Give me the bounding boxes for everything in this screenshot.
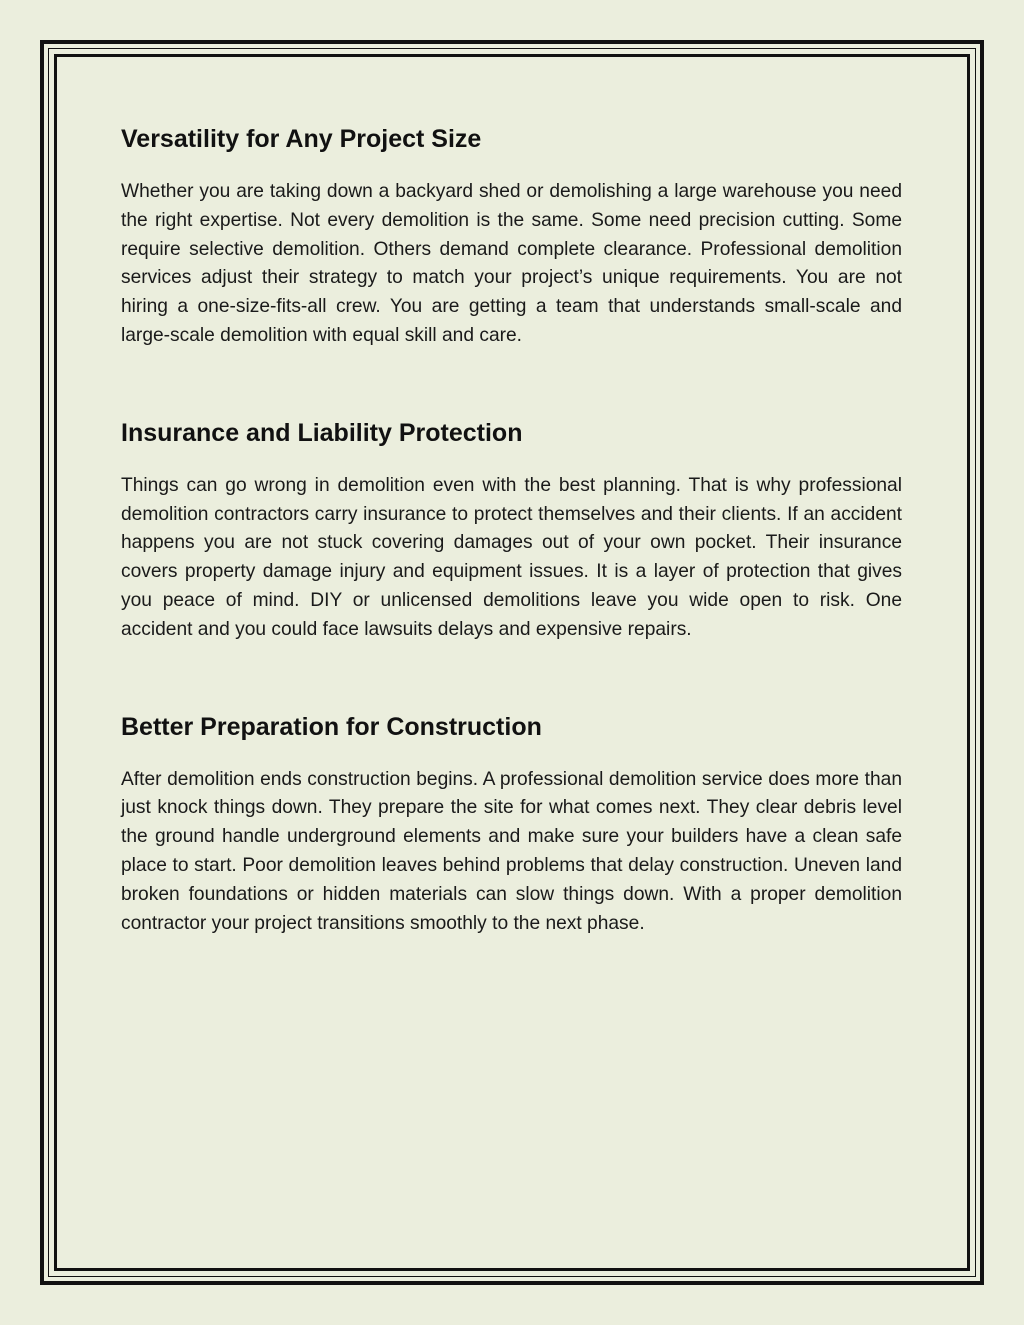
- document-content: [121, 118, 902, 938]
- section-body: Things can go wrong in demolition even with the best planning. That is why professional demolition contractors carry insurance to protect themselves and their clients. If an accident happens you are not stuck covering damages out of your own pocket. Their insurance covers property damage injury and equipment issues. It is a layer of protection that gives you peace of mind. DIY or unlicensed demolitions leave you wide open to risk. One accident and you could face lawsuits delays and expensive repairs.: [121, 474, 902, 640]
- section-preparation: [121, 706, 902, 939]
- section-body: After demolition ends construction begins. A professional demolition service does more than just knock things down. They prepare the site for what comes next. They clear debris level the ground handle underground elements and make sure your builders have a clean safe place to start. Poor demolition leaves behind problems that delay construction. Uneven land broken foundations or hidden materials can slow things down. With a proper demolition contractor your project transitions smoothly to the next phase.: [121, 768, 902, 934]
- section-insurance: [121, 412, 902, 645]
- section-heading: Insurance and Liability Protection: [121, 418, 523, 447]
- section-heading: Better Preparation for Construction: [121, 712, 542, 741]
- section-versatility: [121, 118, 902, 351]
- section-heading: Versatility for Any Project Size: [121, 125, 482, 153]
- section-body: Whether you are taking down a backyard shed or demolishing a large warehouse you need the right expertise. Not every demolition is the same. Some need precision cutting. Some require selective demolition. Others demand complete clearance. Professional demolition services adjust their strategy to match your project’s unique requirements. You are not hiring a one-size-fits-all crew. You are getting a team that understands small-scale and large-scale demolition with equal skill and care.: [121, 181, 902, 346]
